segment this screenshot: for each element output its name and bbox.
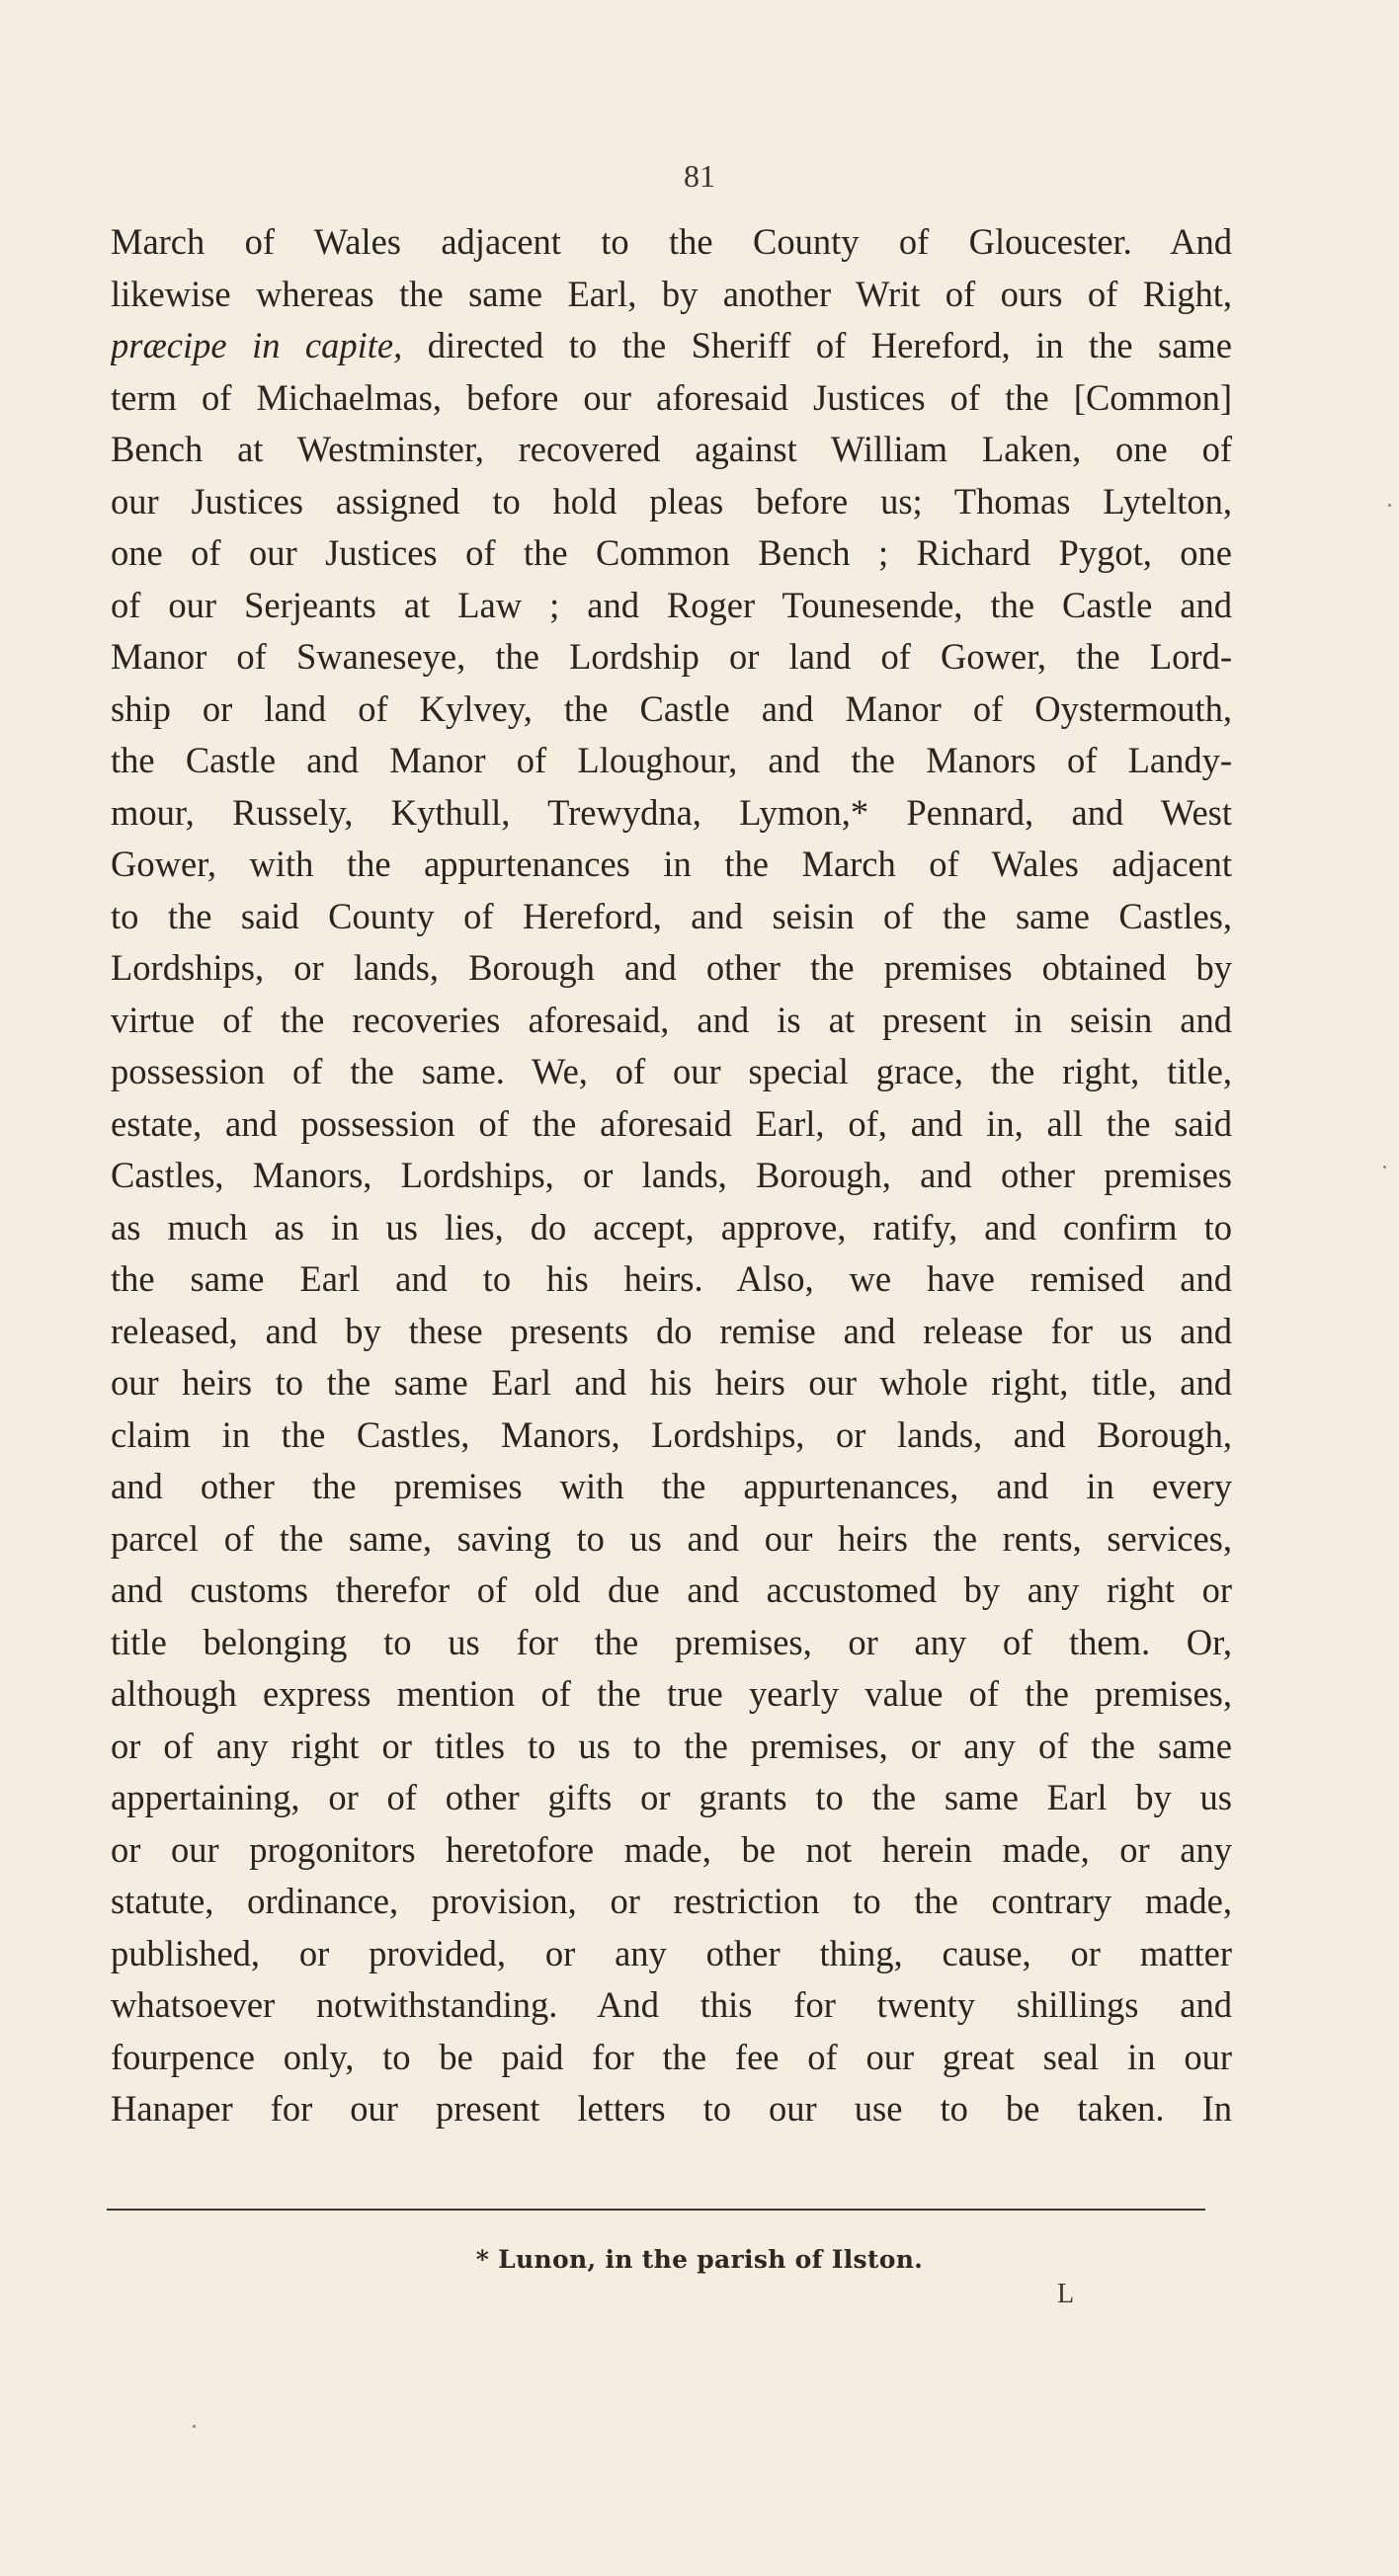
text-line: and other the premises with the appurtenances, and in every: [111, 1466, 1232, 1506]
text-line: Lordships, or lands, Borough and other the premises obtained by: [111, 947, 1232, 988]
text-line: of our Serjeants at Law ; and Roger Tounesende, the Castle and: [111, 584, 1232, 625]
text-line: Gower, with the appurtenances in the March of Wales adjacent: [111, 844, 1232, 884]
latin-phrase: præcipe in capite,: [111, 325, 403, 365]
text-line: estate, and possession of the aforesaid Earl, of, and in, all the said: [111, 1102, 1232, 1144]
text-line: Bench at Westminster, recovered against William Laken, one of: [111, 429, 1232, 469]
paper-speck: [1388, 504, 1391, 507]
paper-speck: [1383, 1166, 1386, 1168]
text-line: virtue of the recoveries aforesaid, and is at present in seisin and: [111, 999, 1232, 1040]
text-line: claim in the Castles, Manors, Lordships, or lands, and Borough,: [111, 1413, 1232, 1455]
signature-mark: L: [1057, 2279, 1075, 2309]
text-line: published, or provided, or any other thing, cause, or matter: [111, 1932, 1232, 1973]
text-line: March of Wales adjacent to the County of Gloucester. And: [111, 221, 1232, 262]
page-number: 81: [684, 158, 715, 194]
text-line: præcipe in capite, directed to the Sheriff of Hereford, in the same: [111, 325, 1232, 365]
text-line: the Castle and Manor of Lloughour, and the Manors of Landy-: [111, 740, 1232, 780]
text-line: term of Michaelmas, before our aforesaid Justices of the [Common]: [111, 376, 1232, 418]
text-line: released, and by these presents do remise and release for us and: [111, 1310, 1232, 1351]
text-line: statute, ordinance, provision, or restriction to the contrary made,: [111, 1881, 1232, 1921]
text-line: or our progonitors heretofore made, be not herein made, or any: [111, 1828, 1232, 1870]
text-line: to the said County of Hereford, and seisin of the same Castles,: [111, 895, 1232, 936]
footnote: * Lunon, in the parish of Ilston.: [475, 2245, 924, 2274]
footnote-divider: [107, 2209, 1205, 2211]
text-line: although express mention of the true yearly value of the premises,: [111, 1673, 1232, 1714]
body-text: [111, 216, 1232, 2135]
text-line: the same Earl and to his heirs. Also, we have remised and: [111, 1258, 1232, 1299]
text-line: Castles, Manors, Lordships, or lands, Borough, and other premises: [111, 1155, 1232, 1195]
text-line: one of our Justices of the Common Bench ; Richard Pygot, one: [111, 532, 1232, 573]
text-line: likewise whereas the same Earl, by another Writ of ours of Right,: [111, 273, 1232, 314]
text-line: parcel of the same, saving to us and our heirs the rents, services,: [111, 1517, 1232, 1559]
text-line: our Justices assigned to hold pleas before us; Thomas Lytelton,: [111, 480, 1232, 522]
text-line: or of any right or titles to us to the premises, or any of the same: [111, 1725, 1232, 1766]
text-line: title belonging to us for the premises, or any of them. Or,: [111, 1621, 1232, 1662]
text-line: as much as in us lies, do accept, approve, ratify, and confirm to: [111, 1206, 1232, 1248]
paper-speck: [193, 2425, 196, 2428]
text-line: our heirs to the same Earl and his heirs our whole right, title, and: [111, 1362, 1232, 1403]
text-line: Manor of Swaneseye, the Lordship or land of Gower, the Lord-: [111, 636, 1232, 677]
text-line: ship or land of Kylvey, the Castle and Manor of Oystermouth,: [111, 687, 1232, 729]
text-line: fourpence only, to be paid for the fee of our great seal in our: [111, 2036, 1232, 2077]
text-line: whatsoever notwithstanding. And this for twenty shillings and: [111, 1984, 1232, 2025]
text-line: mour, Russely, Kythull, Trewydna, Lymon,* Pennard, and West: [111, 791, 1232, 833]
text-line: Hanaper for our present letters to our use to be taken. In: [111, 2088, 1232, 2129]
text-line: and customs therefor of old due and accustomed by any right or: [111, 1570, 1232, 1610]
text-line: appertaining, or of other gifts or grants to the same Earl by us: [111, 1777, 1232, 1817]
text-line: possession of the same. We, of our special grace, the right, title,: [111, 1051, 1232, 1091]
